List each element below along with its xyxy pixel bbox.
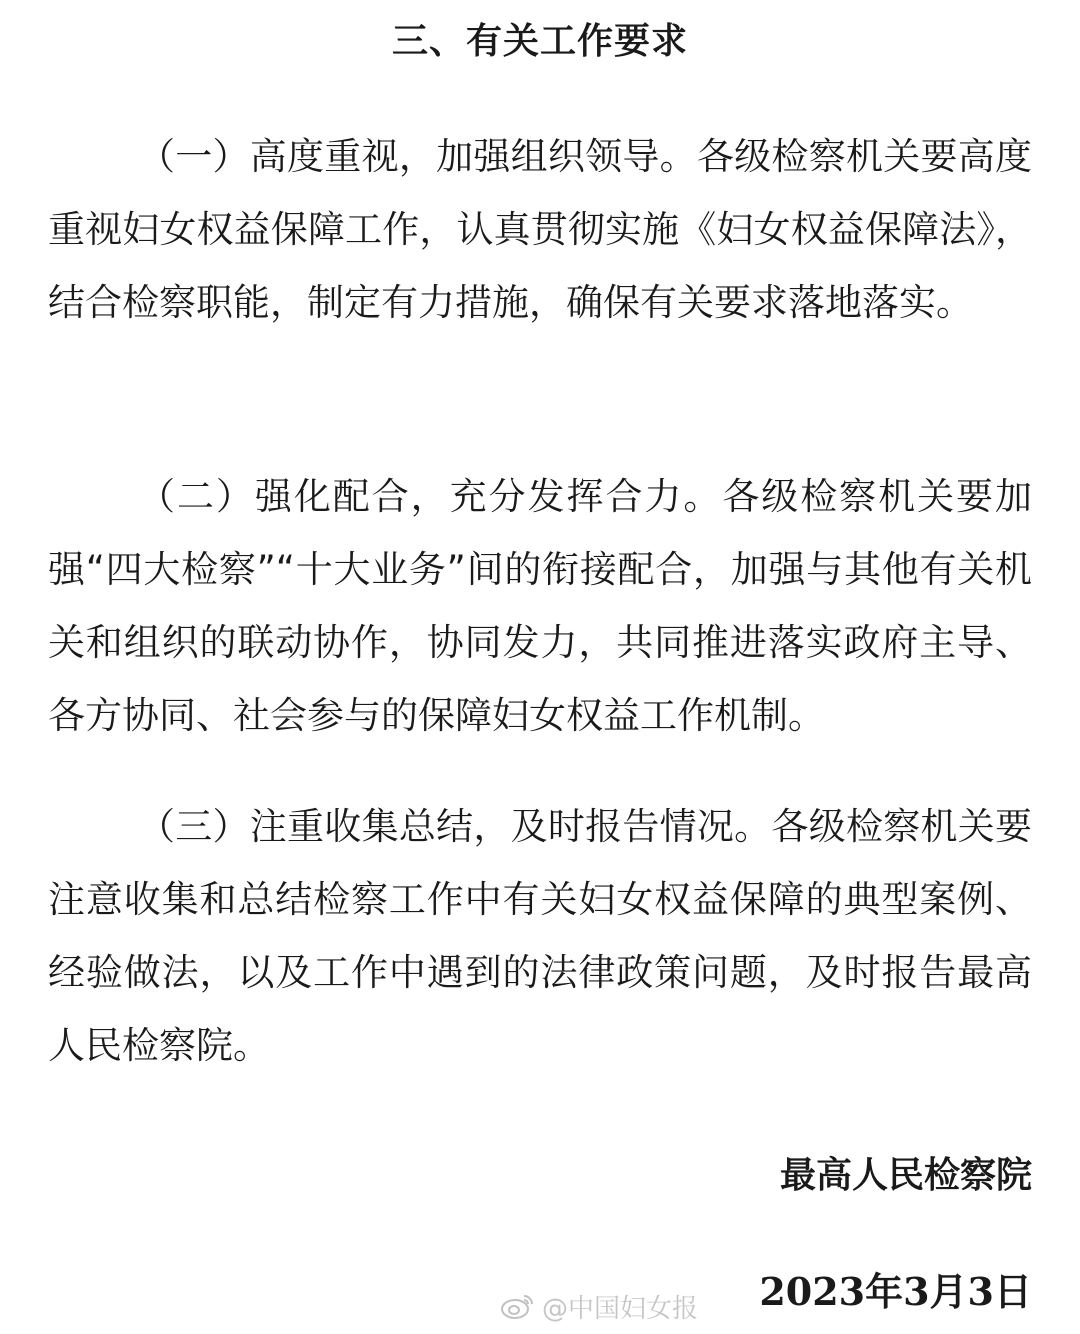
watermark <box>500 1284 698 1328</box>
watermark-text: @中国妇女报 <box>542 1293 699 1324</box>
paragraph-2: （二）强化配合，充分发挥合力。各级检察机关要加强“四大检察”“十大业务”间的衔接配合，加强与其他有关机关和组织的联动协作，协同发力，共同推进落实政府主导、各方协同、社会参与的保障妇女权益工作机制。 <box>48 475 1032 737</box>
weibo-icon <box>500 1291 536 1321</box>
paragraph-3: （三）注重收集总结，及时报告情况。各级检察机关要注意收集和总结检察工作中有关妇女权益保障的典型案例、经验做法，以及工作中遇到的法律政策问题，及时报告最高人民检察院。 <box>48 805 1032 1067</box>
signature-organization: 最高人民检察院 <box>779 1155 1032 1196</box>
signature-date: 2023年3月3日 <box>759 1269 1032 1314</box>
paragraph-1: （一）高度重视，加强组织领导。各级检察机关要高度重视妇女权益保障工作，认真贯彻实施《妇女权益保障法》，结合检察职能，制定有力措施，确保有关要求落地落实。 <box>48 135 1032 324</box>
section-heading: 三、有关工作要求 <box>391 21 688 62</box>
